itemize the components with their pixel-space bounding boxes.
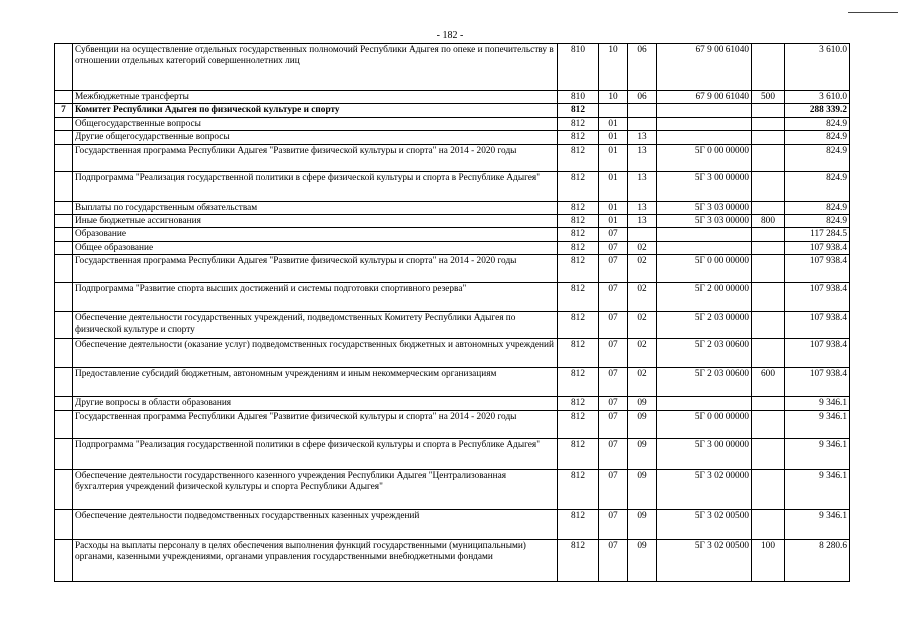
subsection-code-cell: 09 [628, 397, 657, 410]
amount-cell: 3 610.0 [785, 91, 850, 104]
section-code-cell: 07 [599, 410, 628, 438]
target-article-cell: 5Г 3 02 00500 [657, 509, 752, 539]
expense-type-cell [752, 171, 785, 201]
section-code-cell: 07 [599, 339, 628, 368]
department-code-cell: 812 [558, 339, 599, 368]
subsection-code-cell: 02 [628, 368, 657, 397]
row-number-cell [55, 228, 73, 241]
item-name-cell: Обеспечение деятельности (оказание услуг) подведомственных государственных бюджетных и автономных учреждений [73, 339, 558, 368]
row-number-cell [55, 397, 73, 410]
subsection-code-cell: 13 [628, 144, 657, 171]
section-code-cell: 07 [599, 438, 628, 469]
item-name-cell: Обеспечение деятельности подведомственных государственных казенных учреждений [73, 509, 558, 539]
subsection-code-cell: 02 [628, 339, 657, 368]
item-name-cell: Обеспечение деятельности государственных учреждений, подведомственных Комитету Республики Адыгея по физической культуре и спорту [73, 312, 558, 339]
expense-type-cell [752, 131, 785, 144]
subsection-code-cell [628, 104, 657, 117]
department-code-cell: 812 [558, 368, 599, 397]
item-name-cell: Государственная программа Республики Адыгея "Развитие физической культуры и спорта" на 2014 - 2020 годы [73, 410, 558, 438]
subsection-code-cell [628, 117, 657, 130]
amount-cell: 9 346.1 [785, 438, 850, 469]
target-article-cell [657, 131, 752, 144]
expense-type-cell [752, 339, 785, 368]
amount-cell: 824.9 [785, 201, 850, 214]
amount-cell: 288 339.2 [785, 104, 850, 117]
target-article-cell: 5Г 2 03 00600 [657, 368, 752, 397]
section-code-cell: 01 [599, 215, 628, 228]
subsection-code-cell: 09 [628, 509, 657, 539]
department-code-cell: 812 [558, 283, 599, 312]
row-number-cell [55, 539, 73, 581]
target-article-cell: 5Г 3 03 00000 [657, 201, 752, 214]
item-name-cell: Расходы на выплаты персоналу в целях обеспечения выполнения функций государственными (муниципальными) органами, казенными учреждениями, органами управления государственными внебюджетными фондами [73, 539, 558, 581]
target-article-cell [657, 397, 752, 410]
table-row [55, 131, 850, 144]
table-row [55, 91, 850, 104]
target-article-cell: 5Г 3 00 00000 [657, 171, 752, 201]
table-row [55, 117, 850, 130]
row-number-cell [55, 312, 73, 339]
row-number-cell [55, 144, 73, 171]
table-row [55, 368, 850, 397]
item-name-cell: Другие общегосударственные вопросы [73, 131, 558, 144]
item-name-cell: Субвенции на осуществление отдельных государственных полномочий Республики Адыгея по опеке и попечительству в отношении отдельных категорий совершеннолетних лиц [73, 44, 558, 91]
table-row [55, 438, 850, 469]
expense-type-cell: 800 [752, 215, 785, 228]
item-name-cell: Государственная программа Республики Адыгея "Развитие физической культуры и спорта" на 2014 - 2020 годы [73, 144, 558, 171]
target-article-cell: 67 9 00 61040 [657, 91, 752, 104]
table-row [55, 255, 850, 283]
amount-cell: 107 938.4 [785, 312, 850, 339]
subsection-code-cell: 13 [628, 171, 657, 201]
amount-cell: 9 346.1 [785, 509, 850, 539]
target-article-cell: 67 9 00 61040 [657, 44, 752, 91]
item-name-cell: Подпрограмма "Развитие спорта высших достижений и системы подготовки спортивного резерва" [73, 283, 558, 312]
section-code-cell: 07 [599, 312, 628, 339]
department-code-cell: 812 [558, 201, 599, 214]
department-code-cell: 812 [558, 117, 599, 130]
table-row [55, 201, 850, 214]
item-name-cell: Выплаты по государственным обязательствам [73, 201, 558, 214]
target-article-cell [657, 104, 752, 117]
section-code-cell: 10 [599, 44, 628, 91]
expense-type-cell [752, 283, 785, 312]
expense-type-cell [752, 241, 785, 254]
section-code-cell: 07 [599, 469, 628, 509]
subsection-code-cell: 13 [628, 201, 657, 214]
item-name-cell: Другие вопросы в области образования [73, 397, 558, 410]
row-number-cell [55, 171, 73, 201]
amount-cell: 8 280.6 [785, 539, 850, 581]
corner-rule [848, 12, 898, 13]
row-number-cell [55, 241, 73, 254]
amount-cell: 107 938.4 [785, 368, 850, 397]
section-code-cell [599, 104, 628, 117]
item-name-cell: Общее образование [73, 241, 558, 254]
department-code-cell: 810 [558, 91, 599, 104]
row-number-cell [55, 117, 73, 130]
item-name-cell: Иные бюджетные ассигнования [73, 215, 558, 228]
subsection-code-cell: 02 [628, 312, 657, 339]
department-code-cell: 812 [558, 438, 599, 469]
amount-cell: 9 346.1 [785, 397, 850, 410]
department-code-cell: 812 [558, 144, 599, 171]
table-row [55, 312, 850, 339]
table-row [55, 104, 850, 117]
row-number-cell [55, 438, 73, 469]
amount-cell: 3 610.0 [785, 44, 850, 91]
item-name-cell: Комитет Республики Адыгея по физической культуре и спорту [73, 104, 558, 117]
expense-type-cell [752, 469, 785, 509]
subsection-code-cell: 02 [628, 283, 657, 312]
item-name-cell: Общегосударственные вопросы [73, 117, 558, 130]
expense-type-cell [752, 255, 785, 283]
section-code-cell: 01 [599, 144, 628, 171]
expense-type-cell [752, 410, 785, 438]
amount-cell: 107 938.4 [785, 241, 850, 254]
department-code-cell: 812 [558, 131, 599, 144]
table-row [55, 228, 850, 241]
department-code-cell: 812 [558, 171, 599, 201]
row-number-cell [55, 283, 73, 312]
expense-type-cell [752, 397, 785, 410]
target-article-cell [657, 117, 752, 130]
department-code-cell: 812 [558, 255, 599, 283]
subsection-code-cell: 06 [628, 91, 657, 104]
section-code-cell: 07 [599, 539, 628, 581]
amount-cell: 117 284.5 [785, 228, 850, 241]
item-name-cell: Подпрограмма "Реализация государственной политики в сфере физической культуры и спорта в Республике Адыгея" [73, 438, 558, 469]
section-code-cell: 10 [599, 91, 628, 104]
subsection-code-cell: 13 [628, 215, 657, 228]
item-name-cell: Государственная программа Республики Адыгея "Развитие физической культуры и спорта" на 2014 - 2020 годы [73, 255, 558, 283]
department-code-cell: 812 [558, 228, 599, 241]
row-number-cell [55, 215, 73, 228]
section-code-cell: 07 [599, 228, 628, 241]
amount-cell: 824.9 [785, 144, 850, 171]
table-row [55, 44, 850, 91]
row-number-cell [55, 91, 73, 104]
row-number-cell [55, 410, 73, 438]
section-code-cell: 01 [599, 131, 628, 144]
department-code-cell: 812 [558, 312, 599, 339]
section-code-cell: 07 [599, 509, 628, 539]
target-article-cell [657, 228, 752, 241]
subsection-code-cell: 13 [628, 131, 657, 144]
department-code-cell: 812 [558, 215, 599, 228]
table-row [55, 215, 850, 228]
expense-type-cell: 600 [752, 368, 785, 397]
department-code-cell: 812 [558, 397, 599, 410]
table-row [55, 539, 850, 581]
target-article-cell: 5Г 3 02 00000 [657, 469, 752, 509]
table-row [55, 171, 850, 201]
table-row [55, 469, 850, 509]
table-row [55, 509, 850, 539]
target-article-cell: 5Г 0 00 00000 [657, 410, 752, 438]
target-article-cell: 5Г 3 02 00500 [657, 539, 752, 581]
amount-cell: 9 346.1 [785, 469, 850, 509]
section-code-cell: 07 [599, 255, 628, 283]
subsection-code-cell [628, 228, 657, 241]
target-article-cell: 5Г 3 00 00000 [657, 438, 752, 469]
section-code-cell: 01 [599, 201, 628, 214]
target-article-cell: 5Г 2 00 00000 [657, 283, 752, 312]
department-code-cell: 812 [558, 241, 599, 254]
expense-type-cell [752, 228, 785, 241]
item-name-cell: Межбюджетные трансферты [73, 91, 558, 104]
row-number-cell [55, 339, 73, 368]
amount-cell: 107 938.4 [785, 339, 850, 368]
amount-cell: 824.9 [785, 117, 850, 130]
budget-table [54, 43, 850, 582]
expense-type-cell [752, 312, 785, 339]
department-code-cell: 810 [558, 44, 599, 91]
expense-type-cell [752, 44, 785, 91]
table-row [55, 241, 850, 254]
row-number-cell [55, 201, 73, 214]
row-number-cell [55, 469, 73, 509]
expense-type-cell: 100 [752, 539, 785, 581]
table-row [55, 144, 850, 171]
subsection-code-cell: 02 [628, 241, 657, 254]
department-code-cell: 812 [558, 410, 599, 438]
subsection-code-cell: 06 [628, 44, 657, 91]
target-article-cell: 5Г 0 00 00000 [657, 144, 752, 171]
amount-cell: 9 346.1 [785, 410, 850, 438]
table-row [55, 339, 850, 368]
subsection-code-cell: 09 [628, 539, 657, 581]
subsection-code-cell: 09 [628, 438, 657, 469]
target-article-cell [657, 241, 752, 254]
row-number-cell [55, 368, 73, 397]
amount-cell: 824.9 [785, 131, 850, 144]
department-code-cell: 812 [558, 539, 599, 581]
item-name-cell: Обеспечение деятельности государственного казенного учреждения Республики Адыгея "Централизованная бухгалтерия учреждений физической культуры и спорта Республики Адыгея" [73, 469, 558, 509]
row-number-cell: 7 [55, 104, 73, 117]
row-number-cell [55, 255, 73, 283]
item-name-cell: Предоставление субсидий бюджетным, автономным учреждениям и иным некоммерческим организациям [73, 368, 558, 397]
target-article-cell: 5Г 0 00 00000 [657, 255, 752, 283]
amount-cell: 107 938.4 [785, 255, 850, 283]
page-number: - 182 - [436, 30, 464, 41]
department-code-cell: 812 [558, 469, 599, 509]
table-row [55, 283, 850, 312]
subsection-code-cell: 02 [628, 255, 657, 283]
expense-type-cell: 500 [752, 91, 785, 104]
amount-cell: 824.9 [785, 171, 850, 201]
budget-table-body [55, 44, 850, 582]
target-article-cell: 5Г 3 03 00000 [657, 215, 752, 228]
expense-type-cell [752, 104, 785, 117]
row-number-cell [55, 44, 73, 91]
subsection-code-cell: 09 [628, 410, 657, 438]
section-code-cell: 07 [599, 368, 628, 397]
row-number-cell [55, 131, 73, 144]
target-article-cell: 5Г 2 03 00000 [657, 312, 752, 339]
department-code-cell: 812 [558, 509, 599, 539]
expense-type-cell [752, 117, 785, 130]
department-code-cell: 812 [558, 104, 599, 117]
section-code-cell: 01 [599, 171, 628, 201]
section-code-cell: 07 [599, 283, 628, 312]
item-name-cell: Подпрограмма "Реализация государственной политики в сфере физической культуры и спорта в Республике Адыгея" [73, 171, 558, 201]
subsection-code-cell: 09 [628, 469, 657, 509]
table-row [55, 397, 850, 410]
expense-type-cell [752, 201, 785, 214]
item-name-cell: Образование [73, 228, 558, 241]
amount-cell: 824.9 [785, 215, 850, 228]
expense-type-cell [752, 144, 785, 171]
target-article-cell: 5Г 2 03 00600 [657, 339, 752, 368]
amount-cell: 107 938.4 [785, 283, 850, 312]
expense-type-cell [752, 438, 785, 469]
row-number-cell [55, 509, 73, 539]
section-code-cell: 01 [599, 117, 628, 130]
section-code-cell: 07 [599, 241, 628, 254]
expense-type-cell [752, 509, 785, 539]
table-row [55, 410, 850, 438]
section-code-cell: 07 [599, 397, 628, 410]
